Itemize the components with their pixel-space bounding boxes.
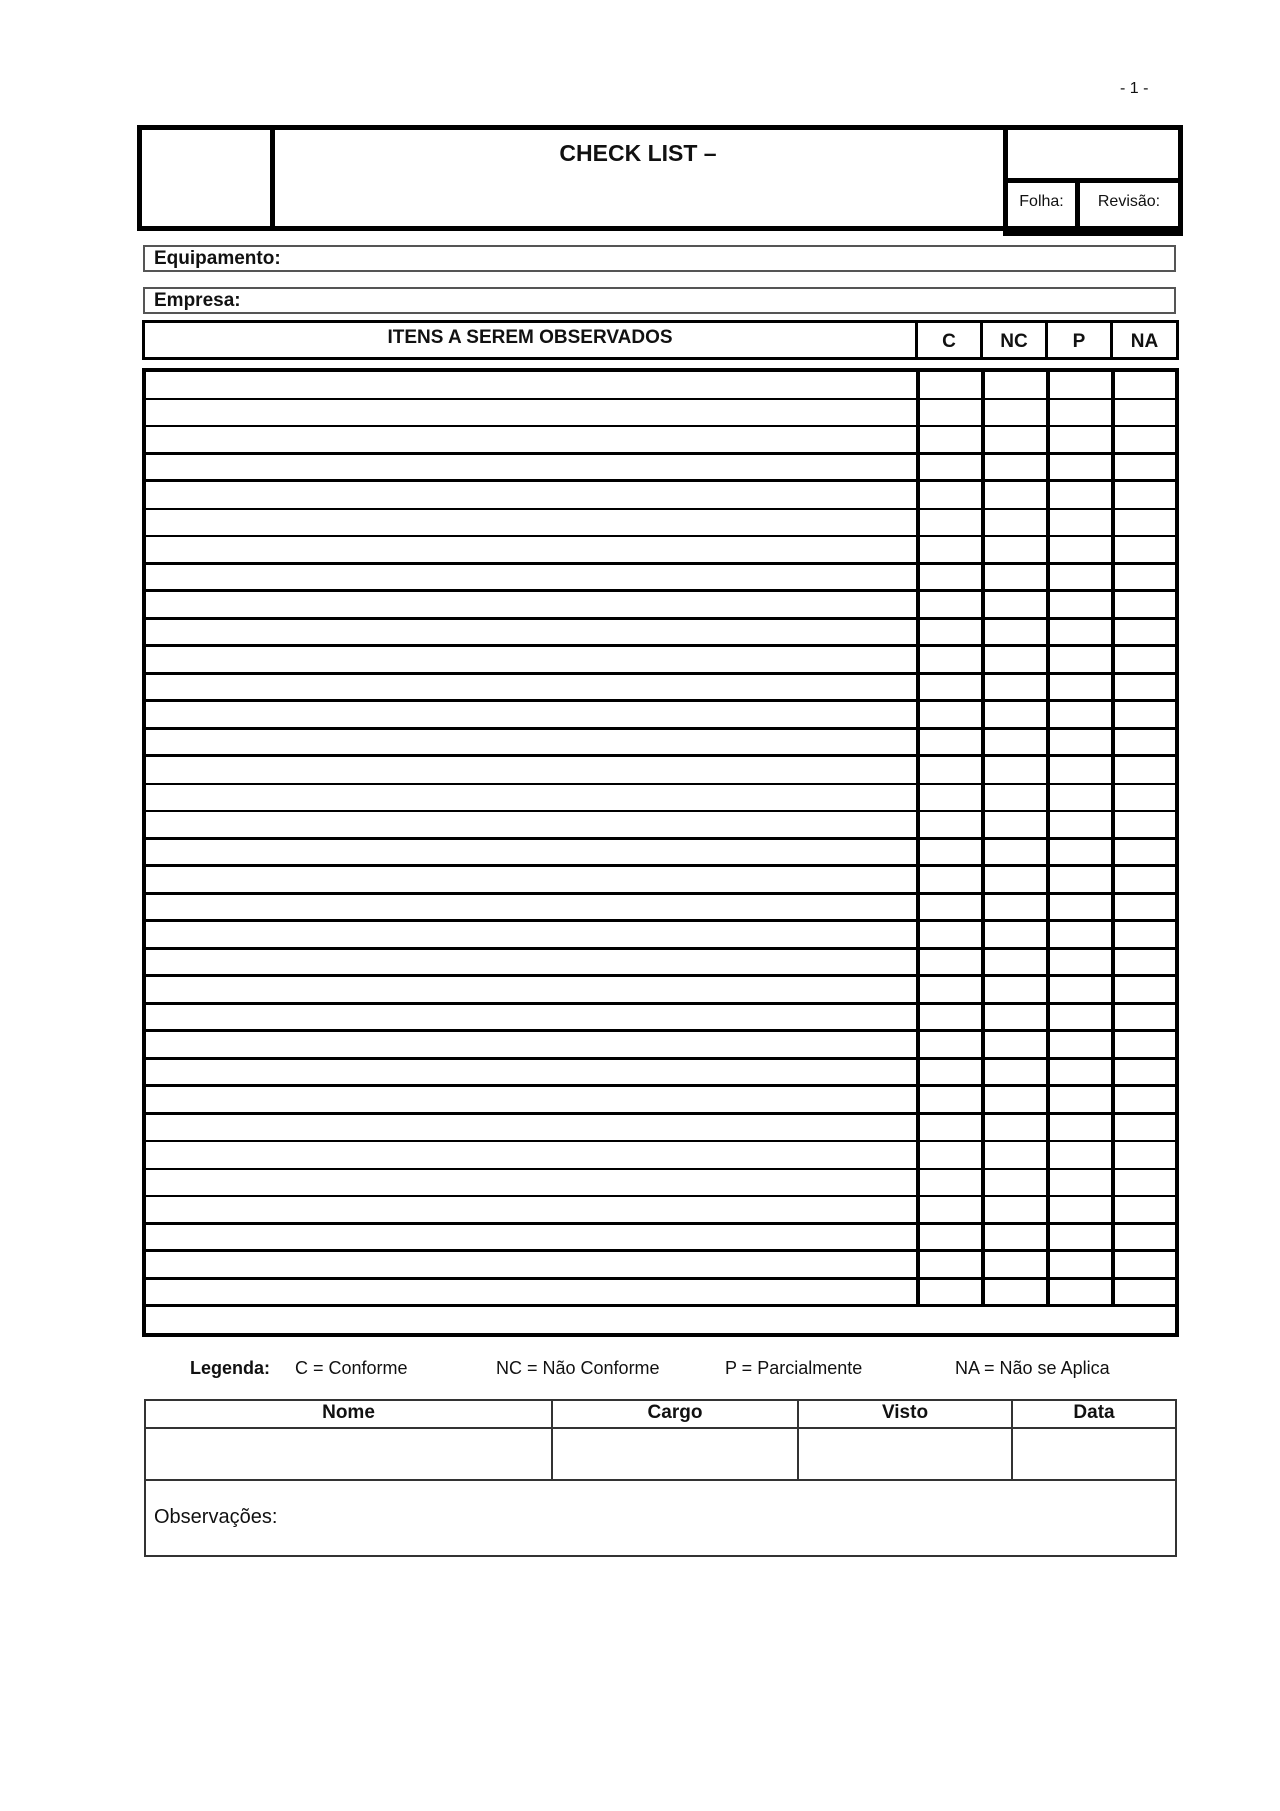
check-cell-na[interactable] — [1111, 1197, 1175, 1222]
item-cell[interactable] — [146, 620, 916, 645]
item-cell[interactable] — [146, 922, 916, 947]
check-cell-nc[interactable] — [981, 730, 1046, 755]
check-cell-p[interactable] — [1046, 427, 1111, 452]
item-cell[interactable] — [146, 482, 916, 508]
check-cell-nc[interactable] — [981, 977, 1046, 1002]
check-cell-p[interactable] — [1046, 537, 1111, 562]
table-row — [146, 950, 1175, 978]
legend-nc: NC = Não Conforme — [496, 1358, 660, 1378]
check-cell-p[interactable] — [1046, 455, 1111, 480]
item-cell[interactable] — [146, 455, 916, 480]
item-cell[interactable] — [146, 537, 916, 562]
check-cell-nc[interactable] — [981, 1225, 1046, 1250]
check-cell-na[interactable] — [1111, 675, 1175, 700]
table-row — [146, 1060, 1175, 1088]
check-cell-nc[interactable] — [981, 510, 1046, 536]
check-cell-c[interactable] — [916, 1280, 981, 1305]
check-cell-na[interactable] — [1111, 1115, 1175, 1141]
table-row — [146, 1225, 1175, 1253]
check-cell-na[interactable] — [1111, 647, 1175, 672]
check-cell-c[interactable] — [916, 812, 981, 837]
item-cell[interactable] — [146, 1005, 916, 1030]
check-cell-nc[interactable] — [981, 1060, 1046, 1085]
check-cell-nc[interactable] — [981, 1280, 1046, 1305]
check-cell-na[interactable] — [1111, 1170, 1175, 1196]
check-cell-na[interactable] — [1111, 537, 1175, 562]
check-cell-p[interactable] — [1046, 977, 1111, 1002]
check-cell-c[interactable] — [916, 1087, 981, 1112]
check-cell-p[interactable] — [1046, 785, 1111, 811]
table-row — [146, 455, 1175, 483]
header-code-cell — [1008, 130, 1178, 183]
visto-cell[interactable] — [797, 1429, 1011, 1479]
check-cell-na[interactable] — [1111, 1142, 1175, 1168]
check-cell-na[interactable] — [1111, 922, 1175, 947]
check-cell-c[interactable] — [916, 510, 981, 536]
item-cell[interactable] — [146, 1060, 916, 1085]
table-row — [146, 1280, 1175, 1308]
check-cell-na[interactable] — [1111, 730, 1175, 755]
table-row — [146, 730, 1175, 758]
check-cell-c[interactable] — [916, 895, 981, 920]
check-cell-c[interactable] — [916, 427, 981, 452]
check-cell-p[interactable] — [1046, 565, 1111, 590]
check-cell-c[interactable] — [916, 1032, 981, 1057]
check-cell-p[interactable] — [1046, 1225, 1111, 1250]
check-cell-c[interactable] — [916, 675, 981, 700]
folha-label: Folha: — [1008, 183, 1080, 236]
item-cell[interactable] — [146, 785, 916, 811]
table-row — [146, 675, 1175, 703]
check-cell-c[interactable] — [916, 1252, 981, 1277]
item-cell[interactable] — [146, 372, 916, 398]
check-cell-nc[interactable] — [981, 867, 1046, 892]
cargo-cell[interactable] — [551, 1429, 797, 1479]
check-cell-nc[interactable] — [981, 647, 1046, 672]
check-cell-c[interactable] — [916, 455, 981, 480]
revisao-label: Revisão: — [1097, 193, 1161, 210]
item-cell[interactable] — [146, 1197, 916, 1222]
check-cell-p[interactable] — [1046, 647, 1111, 672]
table-row — [146, 372, 1175, 400]
table-row — [146, 537, 1175, 565]
check-cell-na[interactable] — [1111, 757, 1175, 783]
header-meta-box — [1003, 125, 1183, 236]
item-cell[interactable] — [146, 510, 916, 536]
observacoes-field[interactable]: Observações: — [154, 1506, 278, 1528]
check-cell-na[interactable] — [1111, 1252, 1175, 1277]
check-cell-nc[interactable] — [981, 812, 1046, 837]
check-cell-nc[interactable] — [981, 620, 1046, 645]
table-row — [146, 592, 1175, 620]
check-cell-c[interactable] — [916, 1225, 981, 1250]
check-cell-p[interactable] — [1046, 922, 1111, 947]
table-row — [146, 895, 1175, 923]
document-title: CHECK LIST – — [275, 130, 1001, 231]
items-header-label: ITENS A SEREM OBSERVADOS — [387, 327, 673, 348]
check-cell-c[interactable] — [916, 1197, 981, 1222]
check-cell-na[interactable] — [1111, 482, 1175, 508]
item-cell[interactable] — [146, 647, 916, 672]
table-row — [146, 867, 1175, 895]
item-cell[interactable] — [146, 1225, 916, 1250]
check-cell-p[interactable] — [1046, 675, 1111, 700]
check-cell-nc[interactable] — [981, 922, 1046, 947]
check-cell-c[interactable] — [916, 620, 981, 645]
col-c: C — [915, 323, 980, 357]
check-cell-p[interactable] — [1046, 702, 1111, 727]
check-cell-nc[interactable] — [981, 565, 1046, 590]
legend-title: Legenda: — [190, 1358, 271, 1378]
check-cell-p[interactable] — [1046, 400, 1111, 426]
check-cell-c[interactable] — [916, 757, 981, 783]
items-table-header — [142, 320, 1179, 360]
table-row — [146, 977, 1175, 1005]
table-row — [146, 757, 1175, 785]
empresa-field[interactable]: Empresa: — [143, 287, 1176, 314]
item-cell[interactable] — [146, 895, 916, 920]
check-cell-c[interactable] — [916, 730, 981, 755]
check-cell-na[interactable] — [1111, 510, 1175, 536]
table-row — [146, 565, 1175, 593]
check-cell-nc[interactable] — [981, 537, 1046, 562]
item-cell[interactable] — [146, 1032, 916, 1057]
check-cell-na[interactable] — [1111, 812, 1175, 837]
check-cell-c[interactable] — [916, 702, 981, 727]
col-nc: NC — [980, 323, 1045, 357]
table-row — [146, 1115, 1175, 1143]
check-cell-p[interactable] — [1046, 757, 1111, 783]
check-cell-p[interactable] — [1046, 372, 1111, 398]
check-cell-na[interactable] — [1111, 620, 1175, 645]
check-cell-nc[interactable] — [981, 1142, 1046, 1168]
check-cell-na[interactable] — [1111, 977, 1175, 1002]
check-cell-p[interactable] — [1046, 950, 1111, 975]
col-nome: Nome — [322, 1402, 375, 1423]
check-cell-nc[interactable] — [981, 400, 1046, 426]
table-row — [146, 1142, 1175, 1170]
check-cell-p[interactable] — [1046, 1032, 1111, 1057]
table-row — [146, 1170, 1175, 1198]
page-number: - 1 - — [1120, 80, 1149, 97]
item-cell[interactable] — [146, 867, 916, 892]
check-cell-nc[interactable] — [981, 1087, 1046, 1112]
item-cell[interactable] — [146, 757, 916, 783]
check-cell-c[interactable] — [916, 977, 981, 1002]
check-cell-c[interactable] — [916, 647, 981, 672]
check-cell-p[interactable] — [1046, 867, 1111, 892]
table-row — [146, 1032, 1175, 1060]
check-cell-p[interactable] — [1046, 1005, 1111, 1030]
check-cell-c[interactable] — [916, 950, 981, 975]
data-cell[interactable] — [1011, 1429, 1175, 1479]
item-cell[interactable] — [146, 950, 916, 975]
check-cell-c[interactable] — [916, 867, 981, 892]
check-cell-nc[interactable] — [981, 785, 1046, 811]
check-cell-nc[interactable] — [981, 840, 1046, 865]
item-cell[interactable] — [146, 1115, 916, 1141]
check-cell-na[interactable] — [1111, 455, 1175, 480]
equipamento-field[interactable]: Equipamento: — [143, 245, 1176, 272]
check-cell-na[interactable] — [1111, 1032, 1175, 1057]
item-cell[interactable] — [146, 812, 916, 837]
item-cell[interactable] — [146, 840, 916, 865]
check-cell-nc[interactable] — [981, 1005, 1046, 1030]
table-row — [146, 400, 1175, 428]
check-cell-na[interactable] — [1111, 867, 1175, 892]
check-cell-nc[interactable] — [981, 372, 1046, 398]
check-cell-nc[interactable] — [981, 702, 1046, 727]
check-cell-nc[interactable] — [981, 675, 1046, 700]
table-row — [146, 785, 1175, 813]
check-cell-c[interactable] — [916, 565, 981, 590]
items-grid — [142, 368, 1179, 1337]
check-cell-p[interactable] — [1046, 1087, 1111, 1112]
check-cell-p[interactable] — [1046, 1170, 1111, 1196]
check-cell-na[interactable] — [1111, 950, 1175, 975]
check-cell-p[interactable] — [1046, 510, 1111, 536]
item-cell[interactable] — [146, 565, 916, 590]
legend-p: P = Parcialmente — [725, 1358, 863, 1378]
check-cell-p[interactable] — [1046, 895, 1111, 920]
check-cell-na[interactable] — [1111, 427, 1175, 452]
check-cell-p[interactable] — [1046, 1060, 1111, 1085]
col-visto: Visto — [797, 1401, 1011, 1427]
check-cell-c[interactable] — [916, 1060, 981, 1085]
check-cell-c[interactable] — [916, 922, 981, 947]
check-cell-na[interactable] — [1111, 702, 1175, 727]
table-row — [146, 1252, 1175, 1280]
check-cell-p[interactable] — [1046, 1115, 1111, 1141]
table-row — [146, 922, 1175, 950]
col-p: P — [1045, 323, 1110, 357]
legend-na: NA = Não se Aplica — [955, 1358, 1110, 1378]
check-cell-nc[interactable] — [981, 1170, 1046, 1196]
table-row — [146, 1005, 1175, 1033]
item-cell[interactable] — [146, 675, 916, 700]
nome-cell[interactable] — [146, 1429, 551, 1479]
check-cell-na[interactable] — [1111, 895, 1175, 920]
check-cell-nc[interactable] — [981, 1032, 1046, 1057]
check-cell-c[interactable] — [916, 400, 981, 426]
check-cell-na[interactable] — [1111, 1087, 1175, 1112]
document-header — [137, 125, 1178, 231]
table-row — [146, 1197, 1175, 1225]
check-cell-p[interactable] — [1046, 1280, 1111, 1305]
check-cell-c[interactable] — [916, 1005, 981, 1030]
col-data: Data — [1011, 1401, 1175, 1427]
table-row-full[interactable] — [146, 1307, 1175, 1333]
legend-c: C = Conforme — [295, 1358, 408, 1378]
check-cell-c[interactable] — [916, 840, 981, 865]
check-cell-p[interactable] — [1046, 812, 1111, 837]
check-cell-p[interactable] — [1046, 1197, 1111, 1222]
item-cell[interactable] — [146, 730, 916, 755]
check-cell-na[interactable] — [1111, 1280, 1175, 1305]
check-cell-na[interactable] — [1111, 592, 1175, 617]
item-cell[interactable] — [146, 1087, 916, 1112]
table-row — [146, 812, 1175, 840]
table-row — [146, 702, 1175, 730]
table-row — [146, 482, 1175, 510]
table-row — [146, 840, 1175, 868]
item-cell[interactable] — [146, 592, 916, 617]
logo-cell — [142, 130, 275, 231]
check-cell-c[interactable] — [916, 592, 981, 617]
check-cell-na[interactable] — [1111, 1005, 1175, 1030]
check-cell-nc[interactable] — [981, 757, 1046, 783]
check-cell-p[interactable] — [1046, 1252, 1111, 1277]
check-cell-p[interactable] — [1046, 840, 1111, 865]
check-cell-nc[interactable] — [981, 895, 1046, 920]
check-cell-c[interactable] — [916, 1115, 981, 1141]
check-cell-nc[interactable] — [981, 482, 1046, 508]
check-cell-p[interactable] — [1046, 730, 1111, 755]
item-cell[interactable] — [146, 977, 916, 1002]
table-row — [146, 620, 1175, 648]
col-na: NA — [1110, 323, 1176, 357]
item-cell[interactable] — [146, 400, 916, 426]
check-cell-nc[interactable] — [981, 1197, 1046, 1222]
item-cell[interactable] — [146, 1142, 916, 1168]
check-cell-nc[interactable] — [981, 950, 1046, 975]
item-cell[interactable] — [146, 1252, 916, 1277]
col-cargo: Cargo — [551, 1401, 797, 1427]
check-cell-na[interactable] — [1111, 785, 1175, 811]
check-cell-p[interactable] — [1046, 592, 1111, 617]
check-cell-p[interactable] — [1046, 482, 1111, 508]
check-cell-nc[interactable] — [981, 427, 1046, 452]
check-cell-na[interactable] — [1111, 1060, 1175, 1085]
check-cell-na[interactable] — [1111, 840, 1175, 865]
check-cell-na[interactable] — [1111, 565, 1175, 590]
check-cell-p[interactable] — [1046, 1142, 1111, 1168]
check-cell-na[interactable] — [1111, 400, 1175, 426]
item-cell[interactable] — [146, 427, 916, 452]
check-cell-nc[interactable] — [981, 1115, 1046, 1141]
table-row — [146, 510, 1175, 538]
table-row — [146, 647, 1175, 675]
check-cell-p[interactable] — [1046, 620, 1111, 645]
check-cell-c[interactable] — [916, 1142, 981, 1168]
table-row — [146, 1087, 1175, 1115]
check-cell-c[interactable] — [916, 1170, 981, 1196]
item-cell[interactable] — [146, 702, 916, 727]
item-cell[interactable] — [146, 1280, 916, 1305]
check-cell-c[interactable] — [916, 537, 981, 562]
check-cell-c[interactable] — [916, 372, 981, 398]
check-cell-na[interactable] — [1111, 1225, 1175, 1250]
check-cell-nc[interactable] — [981, 455, 1046, 480]
signature-table — [144, 1399, 1177, 1557]
check-cell-c[interactable] — [916, 785, 981, 811]
table-row — [146, 427, 1175, 455]
check-cell-na[interactable] — [1111, 372, 1175, 398]
check-cell-nc[interactable] — [981, 1252, 1046, 1277]
check-cell-nc[interactable] — [981, 592, 1046, 617]
check-cell-c[interactable] — [916, 482, 981, 508]
item-cell[interactable] — [146, 1170, 916, 1196]
